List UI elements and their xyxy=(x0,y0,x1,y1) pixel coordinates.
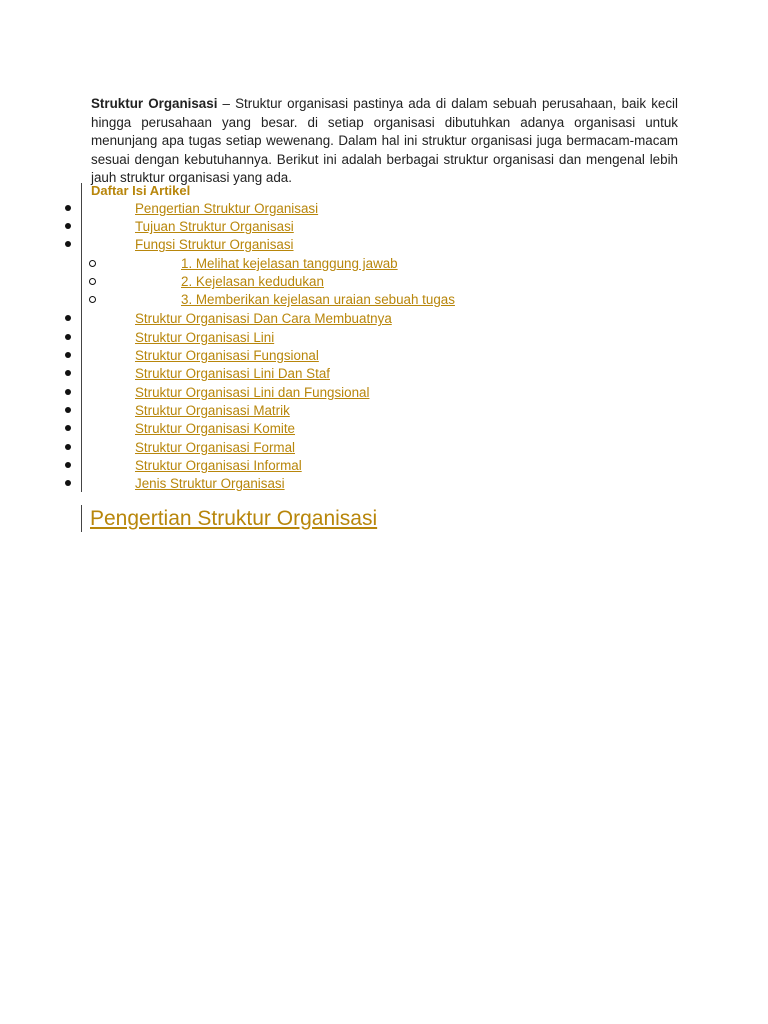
toc-item xyxy=(0,273,768,291)
bullet-icon xyxy=(65,407,71,413)
toc-item xyxy=(0,420,768,438)
toc-item xyxy=(0,439,768,457)
bullet-icon xyxy=(65,444,71,450)
toc-link[interactable]: Struktur Organisasi Matrik xyxy=(135,403,290,418)
toc-link[interactable]: Struktur Organisasi Komite xyxy=(135,421,296,436)
circle-bullet-icon xyxy=(89,278,96,285)
toc-item xyxy=(0,329,768,347)
intro-bold-term: Struktur Organisasi xyxy=(91,96,218,111)
toc-link[interactable]: 1. Melihat kejelasan tanggung jawab xyxy=(181,256,398,271)
bullet-icon xyxy=(65,370,71,376)
toc-link[interactable]: Struktur Organisasi Fungsional xyxy=(135,348,319,363)
bullet-icon xyxy=(65,241,71,247)
toc-item xyxy=(0,365,768,383)
toc-item xyxy=(0,402,768,420)
bullet-icon xyxy=(65,205,71,211)
toc-link[interactable]: Struktur Organisasi Lini Dan Staf xyxy=(135,366,330,381)
toc-link[interactable]: Struktur Organisasi Lini dan Fungsional xyxy=(135,385,370,400)
toc-item xyxy=(0,475,768,493)
bullet-icon xyxy=(65,223,71,229)
toc-link[interactable]: Struktur Organisasi Lini xyxy=(135,330,275,345)
toc-item xyxy=(0,457,768,475)
toc-link[interactable]: Tujuan Struktur Organisasi xyxy=(135,219,294,234)
toc-link[interactable]: 2. Kejelasan kedudukan xyxy=(181,274,324,289)
toc-title: Daftar Isi Artikel xyxy=(91,183,191,198)
heading-left-border xyxy=(81,505,82,532)
bullet-icon xyxy=(65,352,71,358)
bullet-icon xyxy=(65,334,71,340)
toc-link[interactable]: Struktur Organisasi Formal xyxy=(135,440,295,455)
bullet-icon xyxy=(65,462,71,468)
toc-item xyxy=(0,236,768,254)
toc-item xyxy=(0,200,768,218)
toc-item xyxy=(0,347,768,365)
section-heading[interactable]: Pengertian Struktur Organisasi xyxy=(90,507,378,530)
toc-link[interactable]: Jenis Struktur Organisasi xyxy=(135,476,285,491)
intro-text: – Struktur organisasi pastinya ada di dalam sebuah perusahaan, baik kecil hingga perusahaan yang besar. di setiap organisasi dibutuhkan adanya organisasi untuk menunjang apa tugas setiap wewenang. Dalam hal ini struktur organisasi juga bermacam-macam sesuai dengan kebutuhannya. Berikut ini adalah berbagai struktur organisasi dan mengenal lebih jauh struktur organisasi yang ada. xyxy=(91,96,678,186)
bullet-icon xyxy=(65,425,71,431)
toc-link[interactable]: Struktur Organisasi Dan Cara Membuatnya xyxy=(135,311,392,326)
toc-item xyxy=(0,384,768,402)
toc-item xyxy=(0,291,768,309)
toc-link[interactable]: 3. Memberikan kejelasan uraian sebuah tugas xyxy=(181,292,455,307)
intro-paragraph xyxy=(91,95,678,188)
toc-item xyxy=(0,255,768,273)
toc-link[interactable]: Struktur Organisasi Informal xyxy=(135,458,302,473)
toc-item xyxy=(0,218,768,236)
bullet-icon xyxy=(65,315,71,321)
circle-bullet-icon xyxy=(89,260,96,267)
circle-bullet-icon xyxy=(89,296,96,303)
toc-item xyxy=(0,310,768,328)
bullet-icon xyxy=(65,389,71,395)
toc-link[interactable]: Pengertian Struktur Organisasi xyxy=(135,201,319,216)
toc-link[interactable]: Fungsi Struktur Organisasi xyxy=(135,237,294,252)
bullet-icon xyxy=(65,480,71,486)
